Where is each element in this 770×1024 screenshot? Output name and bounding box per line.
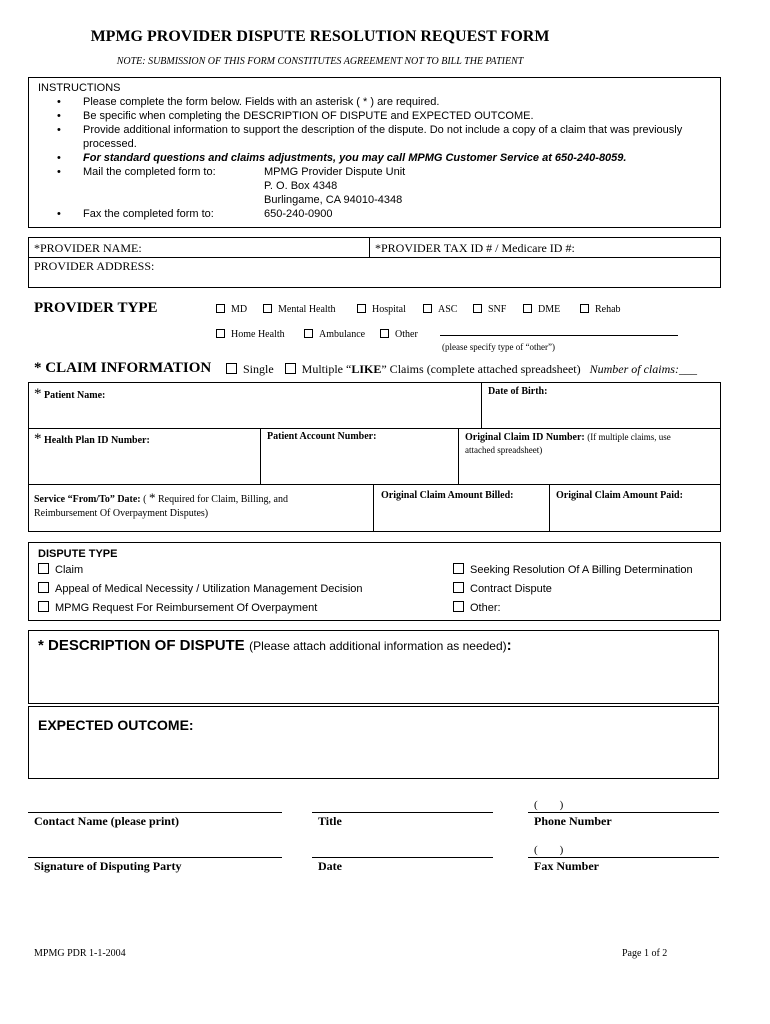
patient-name-field[interactable] [34, 386, 105, 403]
phone-number-input[interactable] [528, 812, 719, 813]
provider-type-dme-checkbox[interactable] [523, 304, 560, 315]
checkbox-icon [357, 304, 366, 313]
claim-info-row [34, 359, 211, 377]
description-note: (Please attach additional information as needed) [249, 639, 507, 653]
checkbox-label: Mental Health [278, 304, 336, 315]
expected-outcome-box[interactable] [28, 706, 719, 779]
signature-label: Signature of Disputing Party [34, 859, 182, 873]
health-plan-id-label: Health Plan ID Number: [44, 435, 150, 446]
bullet-icon: • [57, 124, 61, 136]
patient-account-field[interactable] [267, 431, 376, 442]
checkbox-label: ASC [438, 304, 458, 315]
claim-info-heading: * CLAIM INFORMATION [34, 360, 212, 376]
health-plan-id-field[interactable] [34, 431, 150, 448]
dob-label: Date of Birth: [488, 386, 548, 397]
form-title: MPMG PROVIDER DISPUTE RESOLUTION REQUEST FORM [90, 28, 550, 45]
phone-parens: ( ) [534, 799, 564, 811]
dispute-medical-necessity-checkbox[interactable] [38, 582, 363, 595]
checkbox-icon [38, 582, 49, 593]
bullet-icon: • [57, 110, 61, 122]
dispute-other-checkbox[interactable] [453, 601, 501, 614]
bullet-icon: • [57, 152, 61, 164]
number-of-claims-label: Number of claims: [589, 362, 679, 376]
amount-paid-label: Original Claim Amount Paid: [556, 490, 683, 501]
checkbox-label: Contract Dispute [470, 583, 552, 595]
date-input[interactable] [312, 857, 493, 858]
original-claim-id-label: Original Claim ID Number: [465, 432, 585, 443]
description-heading-row [38, 637, 512, 655]
patient-name-label: Patient Name: [44, 390, 106, 401]
checkbox-label: Single [243, 362, 274, 376]
bullet-icon: • [57, 208, 61, 220]
checkbox-label: Seeking Resolution Of A Billing Determination [470, 564, 693, 576]
required-asterisk: * [148, 490, 156, 505]
mail-address-line: P. O. Box 4348 [264, 180, 338, 192]
checkbox-label: MD [231, 304, 248, 315]
expected-outcome-heading: EXPECTED OUTCOME: [38, 717, 194, 733]
provider-tax-id-field[interactable]: *PROVIDER TAX ID # / Medicare ID #: [375, 241, 575, 255]
date-of-birth-field[interactable] [488, 386, 547, 397]
dispute-contract-checkbox[interactable] [453, 582, 552, 595]
checkbox-label: Rehab [595, 304, 621, 315]
like-label: LIKE [351, 362, 382, 376]
fax-number: 650-240-0900 [264, 208, 333, 220]
fax-number-label: Fax Number [534, 859, 599, 873]
description-box[interactable] [28, 630, 719, 704]
multiple-suffix: ” Claims (complete attached spreadsheet) [381, 362, 581, 376]
dispute-billing-checkbox[interactable] [453, 563, 693, 576]
checkbox-label: Appeal of Medical Necessity / Utilization Management Decision [55, 583, 363, 595]
checkbox-label: MPMG Request For Reimbursement Of Overpayment [55, 602, 318, 614]
dispute-type-box [28, 542, 721, 621]
provider-type-asc-checkbox[interactable] [423, 304, 457, 315]
patient-account-label: Patient Account Number: [267, 431, 377, 442]
description-heading: * DESCRIPTION OF DISPUTE [38, 637, 245, 654]
checkbox-icon [38, 563, 49, 574]
dispute-reimbursement-checkbox[interactable] [38, 601, 317, 614]
checkbox-icon [226, 363, 237, 374]
provider-type-heading: PROVIDER TYPE [34, 300, 158, 316]
fax-parens: ( ) [534, 844, 564, 856]
provider-address-field[interactable]: PROVIDER ADDRESS: [34, 259, 155, 273]
checkbox-icon [304, 329, 313, 338]
amount-paid-field[interactable] [556, 490, 683, 501]
checkbox-label: Ambulance [319, 329, 366, 340]
checkbox-label: DME [538, 304, 561, 315]
original-claim-id-note: (If multiple claims, use [587, 432, 671, 442]
checkbox-label: SNF [488, 304, 507, 315]
required-asterisk: * [34, 431, 42, 447]
dispute-claim-checkbox[interactable] [38, 563, 83, 576]
number-of-claims-input[interactable]: ___ [678, 362, 697, 376]
service-dates-label: Service “From/To” Date: [34, 494, 141, 505]
claim-info-table [28, 382, 721, 532]
provider-type-home-health-checkbox[interactable] [216, 329, 285, 340]
checkbox-icon [216, 329, 225, 338]
instruction-item-cont: processed. [83, 138, 137, 150]
checkbox-icon [285, 363, 296, 374]
checkbox-icon [380, 329, 389, 338]
checkbox-label: Other: [470, 602, 501, 614]
instruction-item: Provide additional information to support the description of the dispute. Do not include a copy of a claim that was previously [83, 124, 683, 136]
checkbox-icon [523, 304, 532, 313]
mail-address-line: Burlingame, CA 94010-4348 [264, 194, 403, 206]
title-input[interactable] [312, 812, 493, 813]
required-asterisk: * [34, 386, 42, 402]
checkbox-icon [423, 304, 432, 313]
instructions-heading: INSTRUCTIONS [38, 82, 121, 94]
checkbox-icon [453, 582, 464, 593]
instructions-box [28, 77, 721, 228]
bullet-icon: • [57, 166, 61, 178]
form-code: MPMG PDR 1-1-2004 [34, 948, 126, 959]
checkbox-label: Home Health [231, 329, 285, 340]
checkbox-icon [453, 563, 464, 574]
contact-name-input[interactable] [28, 812, 282, 813]
bullet-icon: • [57, 96, 61, 108]
provider-name-field[interactable]: *PROVIDER NAME: [34, 241, 142, 255]
provider-type-other-checkbox[interactable] [380, 329, 418, 340]
checkbox-icon [473, 304, 482, 313]
checkbox-icon [38, 601, 49, 612]
original-claim-id-note-cont: attached spreadsheet) [465, 445, 543, 455]
provider-type-snf-checkbox[interactable] [473, 304, 506, 315]
phone-number-label: Phone Number [534, 814, 612, 828]
provider-type-rehab-checkbox[interactable] [580, 304, 621, 315]
single-claim-checkbox[interactable] [226, 362, 274, 376]
instruction-item-phone: For standard questions and claims adjustments, you may call MPMG Customer Service at 650-240-8059. [83, 152, 627, 164]
description-colon: : [506, 637, 512, 654]
provider-type-md-checkbox[interactable] [216, 304, 247, 315]
mail-label: Mail the completed form to: [83, 166, 216, 178]
service-dates-note: Required for Claim, Billing, and [157, 494, 288, 505]
checkbox-icon [263, 304, 272, 313]
fax-number-input[interactable] [528, 857, 719, 858]
date-label: Date [318, 859, 342, 873]
mail-address-line: MPMG Provider Dispute Unit [264, 166, 406, 178]
signature-input[interactable] [28, 857, 282, 858]
dispute-type-heading: DISPUTE TYPE [38, 548, 118, 560]
multiple-prefix: Multiple “ [301, 362, 352, 376]
amount-billed-label: Original Claim Amount Billed: [381, 490, 514, 501]
service-dates-paren: ( [143, 494, 147, 505]
instruction-item: Be specific when completing the DESCRIPTION OF DISPUTE and EXPECTED OUTCOME. [83, 110, 534, 122]
provider-info-box [28, 237, 721, 288]
amount-billed-field[interactable] [381, 490, 514, 501]
provider-type-ambulance-checkbox[interactable] [304, 329, 365, 340]
other-type-hint: (please specify type of “other”) [442, 342, 555, 352]
fax-label: Fax the completed form to: [83, 208, 214, 220]
checkbox-label: Hospital [372, 304, 406, 315]
provider-type-hospital-checkbox[interactable] [357, 304, 406, 315]
service-dates-field[interactable] [34, 491, 369, 521]
checkbox-icon [216, 304, 225, 313]
other-type-input[interactable] [440, 335, 678, 336]
checkbox-label: Claim [55, 564, 84, 576]
service-dates-note-cont: Reimbursement Of Overpayment Disputes) [34, 508, 209, 519]
provider-type-mental-health-checkbox[interactable] [263, 304, 335, 315]
original-claim-id-field[interactable] [465, 431, 717, 457]
checkbox-icon [580, 304, 589, 313]
checkbox-label: Other [395, 329, 418, 340]
title-label: Title [318, 814, 342, 828]
claim-count-options [226, 362, 697, 377]
contact-name-label: Contact Name (please print) [34, 814, 179, 828]
checkbox-icon [453, 601, 464, 612]
instruction-item: Please complete the form below. Fields with an asterisk ( * ) are required. [83, 96, 440, 108]
form-note: NOTE: SUBMISSION OF THIS FORM CONSTITUTES AGREEMENT NOT TO BILL THE PATIENT [116, 56, 524, 67]
page-number: Page 1 of 2 [622, 948, 668, 959]
multiple-claims-checkbox[interactable] [285, 362, 581, 376]
